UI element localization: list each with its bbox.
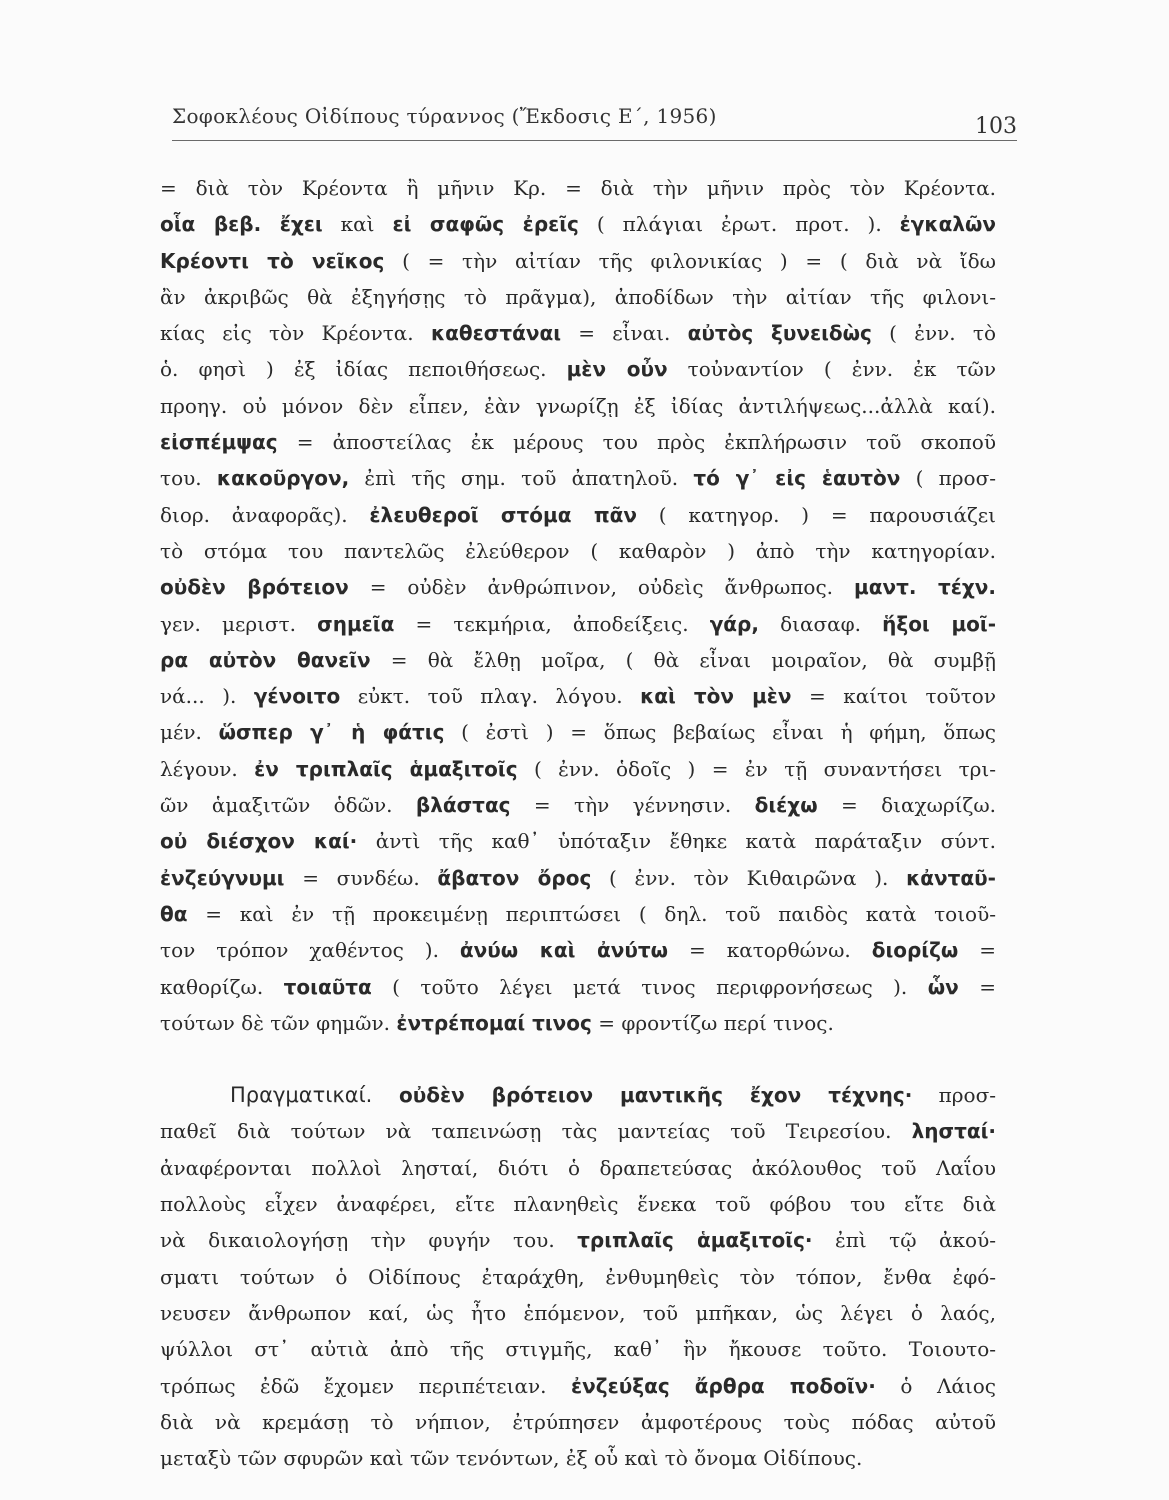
gloss-text: νά... ).: [160, 684, 254, 709]
lemma-term: ἐν τριπλαῖς ἁμαξιτοῖς: [254, 756, 518, 781]
gloss-text: ἐπὶ τῆς σημ. τοῦ ἀπατηλοῦ.: [349, 466, 694, 491]
gloss-text: ἐπὶ τῷ ἀκού-: [812, 1228, 996, 1253]
text-line: [160, 315, 996, 351]
gloss-text: προηγ. οὐ μόνον δὲν εἶπεν, ἐὰν γνωρίζῃ ἐξ ἰδίας ἀντιλήψεως...ἀλλὰ καί).: [160, 393, 996, 418]
text-line: [160, 823, 996, 859]
lemma-term: σημεῖα: [317, 611, 395, 636]
lemma-term: θα: [160, 901, 188, 926]
lemma-term: ἐντρέπομαί τινος: [396, 1010, 592, 1035]
lemma-term: ἀνύω καὶ ἀνύτω: [459, 938, 669, 963]
lemma-term: τριπλαῖς ἁμαξιτοῖς·: [577, 1228, 813, 1253]
gloss-text: κίας εἰς τὸν Κρέοντα.: [160, 321, 431, 346]
gloss-text: νευσεν ἄνθρωπον καί, ὡς ἦτο ἑπόμενον, τοῦ μπῆκαν, ὡς λέγει ὁ λαός,: [160, 1300, 996, 1325]
gloss-text: τούτων δὲ τῶν φημῶν.: [160, 1010, 397, 1035]
gloss-text: = τεκμήρια, ἀποδείξεις.: [394, 611, 710, 636]
lemma-term: μαντ. τέχν.: [853, 575, 997, 600]
gloss-text: ( κατηγορ. ) = παρουσιάζει: [637, 502, 997, 527]
gloss-text: διασαφ.: [758, 611, 883, 636]
lemma-term: ὥσπερ γ᾽ ἡ φάτις: [218, 720, 445, 745]
lemma-term: εἰσπέμψας: [160, 430, 278, 455]
text-line: [160, 1005, 996, 1041]
gloss-text: ὁ. φησὶ ) ἐξ ἰδίας πεποιθήσεως.: [160, 357, 567, 382]
gloss-text: μέν.: [160, 720, 219, 745]
lemma-term: οὐδὲν βρότειον μαντικῆς ἔχον τέχνης·: [398, 1083, 913, 1108]
lemma-term: διορίζω: [871, 938, 959, 963]
gloss-text: = θὰ ἔλθῃ μοῖρα, ( θὰ εἶναι μοιραῖον, θὰ συμβῇ: [370, 647, 996, 672]
lemma-term: οὐδὲν βρότειον: [160, 575, 349, 600]
gloss-text: τοὐναντίον ( ἐνν. ἐκ τῶν: [667, 357, 996, 382]
text-line: [160, 1404, 996, 1440]
gloss-text: =: [958, 938, 997, 963]
gloss-text: =: [958, 974, 996, 999]
gloss-text: ψύλλοι στ᾽ αὐτιὰ ἀπὸ τῆς στιγμῆς, καθ᾽ ἣν ἤκουσε τοῦτο. Τοιουτο-: [160, 1337, 996, 1362]
lemma-term: τοιαῦτα: [283, 974, 372, 999]
gloss-text: γεν. μεριστ.: [160, 611, 318, 636]
gloss-text: καθορίζω.: [160, 974, 284, 999]
text-line: [160, 279, 996, 315]
text-line: [160, 351, 996, 387]
section-label: Πραγματικαί.: [230, 1083, 399, 1108]
text-line: [160, 1295, 996, 1331]
gloss-text: = ἀποστείλας ἐκ μέρους του πρὸς ἐκπλήρωσιν τοῦ σκοποῦ: [277, 430, 996, 455]
gloss-text: ( ἐστὶ ) = ὅπως βεβαίως εἶναι ἡ φήμη, ὅπως: [444, 720, 997, 745]
lemma-term: διέχω: [754, 793, 818, 818]
text-line: [160, 1259, 996, 1295]
lemma-term: ἥξοι μοῖ-: [882, 611, 997, 636]
lemma-term: ἐλευθεροῖ στόμα πᾶν: [369, 502, 638, 527]
gloss-text: ἂν ἀκριβῶς θὰ ἐξηγήσῃς τὸ πρᾶγμα), ἀποδίδων τὴν αἰτίαν τῆς φιλονι-: [160, 284, 996, 309]
commentary-body: [160, 170, 996, 1476]
text-line: [160, 1077, 996, 1113]
lemma-term: εἰ σαφῶς ἐρεῖς: [392, 212, 579, 237]
lemma-term: μὲν οὖν: [566, 357, 668, 382]
gloss-text: = εἶναι.: [561, 321, 688, 346]
gloss-text: ( ἐνν. ὁδοῖς ) = ἐν τῇ συναντήσει τρι-: [517, 756, 997, 781]
text-line: [160, 606, 996, 642]
gloss-text: προσ-: [912, 1083, 996, 1108]
gloss-text: τον τρόπον χαθέντος ).: [160, 938, 460, 963]
lemma-term: ρα αὐτὸν θανεῖν: [160, 647, 371, 672]
text-line: [160, 714, 996, 750]
lemma-term: ἄβατον ὄρος: [437, 865, 592, 890]
pragmatikai-section: [160, 1077, 996, 1476]
gloss-text: σματι τούτων ὁ Οἰδίπους ἐταράχθη, ἐνθυμηθεὶς τὸν τόπον, ἔνθα ἐφό-: [160, 1264, 996, 1289]
lemma-term: κἀνταῦ-: [906, 865, 996, 890]
text-line: [160, 678, 996, 714]
lemma-term: Κρέοντι τὸ νεῖκος: [160, 248, 385, 273]
gloss-text: ( τοῦτο λέγει μετά τινος περιφρονήσεως ).: [371, 974, 928, 999]
text-line: [160, 206, 996, 242]
lemma-term: αὐτὸς ξυνειδὼς: [687, 321, 872, 346]
gloss-text: = καὶ ἐν τῇ προκειμένῃ περιπτώσει ( δηλ. τοῦ παιδὸς κατὰ τοιοῦ-: [187, 901, 996, 926]
gloss-text: τὸ στόμα του παντελῶς ἐλεύθερον ( καθαρὸν ) ἀπὸ τὴν κατηγορίαν.: [160, 538, 996, 563]
text-line: [160, 497, 996, 533]
gloss-text: καὶ: [322, 212, 393, 237]
gloss-text: ( = τὴν αἰτίαν τῆς φιλονικίας ) = ( διὰ νὰ ἴδω: [384, 248, 996, 273]
section-gap: [160, 1041, 996, 1077]
gloss-text: ὁ Λάιος: [875, 1373, 996, 1398]
page-number: 103: [975, 114, 1017, 139]
gloss-text: = κατορθώνω.: [668, 938, 872, 963]
lemma-term: γένοιτο: [253, 684, 341, 709]
gloss-text: ἀναφέρονται πολλοὶ λησταί, διότι ὁ δραπετεύσας ἀκόλουθος τοῦ Λαΐου: [160, 1155, 996, 1180]
gloss-text: = διὰ τὸν Κρέοντα ἢ μῆνιν Κρ. = διὰ τὴν μῆνιν πρὸς τὸν Κρέοντα.: [160, 176, 996, 200]
lemma-term: κακοῦργον,: [216, 466, 350, 491]
text-line: [160, 969, 996, 1005]
gloss-text: τρόπως ἐδῶ ἔχομεν περιπέτειαν.: [160, 1373, 572, 1398]
text-line: [160, 460, 996, 496]
gloss-text: του.: [160, 466, 217, 491]
text-line: [160, 1331, 996, 1367]
lemma-term: οἷα βεβ. ἔχει: [160, 212, 323, 237]
gloss-text: = συνδέω.: [284, 865, 438, 890]
gloss-text: = οὐδὲν ἀνθρώπινον, οὐδεὶς ἄνθρωπος.: [348, 575, 854, 600]
text-line: [160, 569, 996, 605]
lemma-term: τό γ᾽ εἰς ἑαυτὸν: [693, 466, 901, 491]
text-line: [160, 1222, 996, 1258]
text-line: [160, 1368, 996, 1404]
text-line: [160, 1440, 996, 1476]
gloss-text: διορ. ἀναφορᾶς).: [160, 502, 370, 527]
lemma-term: ὧν: [927, 974, 959, 999]
gloss-text: πολλοὺς εἶχεν ἀναφέρει, εἴτε πλανηθεὶς ἕνεκα τοῦ φόβου του εἴτε διὰ: [160, 1192, 996, 1217]
lemma-term: ἐνζεύξας ἄρθρα ποδοῖν·: [571, 1373, 876, 1398]
gloss-text: ἀντὶ τῆς καθ᾽ ὑπόταξιν ἔθηκε κατὰ παράταξιν σύντ.: [357, 829, 996, 854]
text-line: [160, 787, 996, 823]
gloss-text: ( ἐνν. τὸν Κιθαιρῶνα ).: [591, 865, 907, 890]
lemma-term: καθεστάναι: [430, 321, 561, 346]
text-line: [160, 424, 996, 460]
lemma-term: λησταί·: [911, 1119, 996, 1144]
lemma-term: βλάστας: [415, 793, 511, 818]
lemma-term: ἐγκαλῶν: [899, 212, 996, 237]
text-line: [160, 1113, 996, 1149]
gloss-text: = φροντίζω περί τινος.: [591, 1010, 834, 1035]
text-line: [160, 896, 996, 932]
gloss-text: παθεῖ διὰ τούτων νὰ ταπεινώσῃ τὰς μαντείας τοῦ Τειρεσίου.: [160, 1119, 912, 1144]
lemma-term: οὐ διέσχον καί·: [160, 829, 358, 854]
text-line: [160, 533, 996, 569]
gloss-text: ( προσ-: [900, 466, 996, 491]
gloss-text: ( πλάγιαι ἐρωτ. προτ. ).: [578, 212, 900, 237]
text-line: [160, 932, 996, 968]
lexicon-notes-section: [160, 170, 996, 1041]
text-line: [160, 860, 996, 896]
gloss-text: μεταξὺ τῶν σφυρῶν καὶ τῶν τενόντων, ἐξ οὗ καὶ τὸ ὄνομα Οἰδίπους.: [160, 1446, 863, 1471]
gloss-text: ( ἐνν. τὸ: [871, 321, 997, 346]
running-header: [172, 100, 1017, 141]
lemma-term: γάρ,: [709, 611, 759, 636]
gloss-text: λέγουν.: [160, 756, 255, 781]
lemma-term: ἐνζεύγνυμι: [160, 865, 285, 890]
text-line: [160, 751, 996, 787]
text-line: [160, 388, 996, 424]
gloss-text: = τὴν γέννησιν.: [510, 793, 755, 818]
gloss-text: εὐκτ. τοῦ πλαγ. λόγου.: [340, 684, 641, 709]
text-line: [160, 642, 996, 678]
lemma-term: καὶ τὸν μὲν: [640, 684, 792, 709]
gloss-text: ῶν ἁμαξιτῶν ὁδῶν.: [160, 793, 416, 818]
gloss-text: = διαχωρίζω.: [817, 793, 997, 818]
gloss-text: νὰ δικαιολογήσῃ τὴν φυγήν του.: [160, 1228, 578, 1253]
gloss-text: διὰ νὰ κρεμάσῃ τὸ νήπιον, ἐτρύπησεν ἀμφοτέρους τοὺς πόδας αὐτοῦ: [160, 1409, 996, 1434]
text-line: [160, 243, 996, 279]
text-line: [160, 170, 996, 206]
text-line: [160, 1186, 996, 1222]
header-title: Σοφοκλέους Οἰδίπους τύραννος (Ἔκδοσις Ε΄, 1956): [172, 104, 717, 128]
text-line: [160, 1150, 996, 1186]
gloss-text: = καίτοι τοῦτον: [791, 684, 996, 709]
